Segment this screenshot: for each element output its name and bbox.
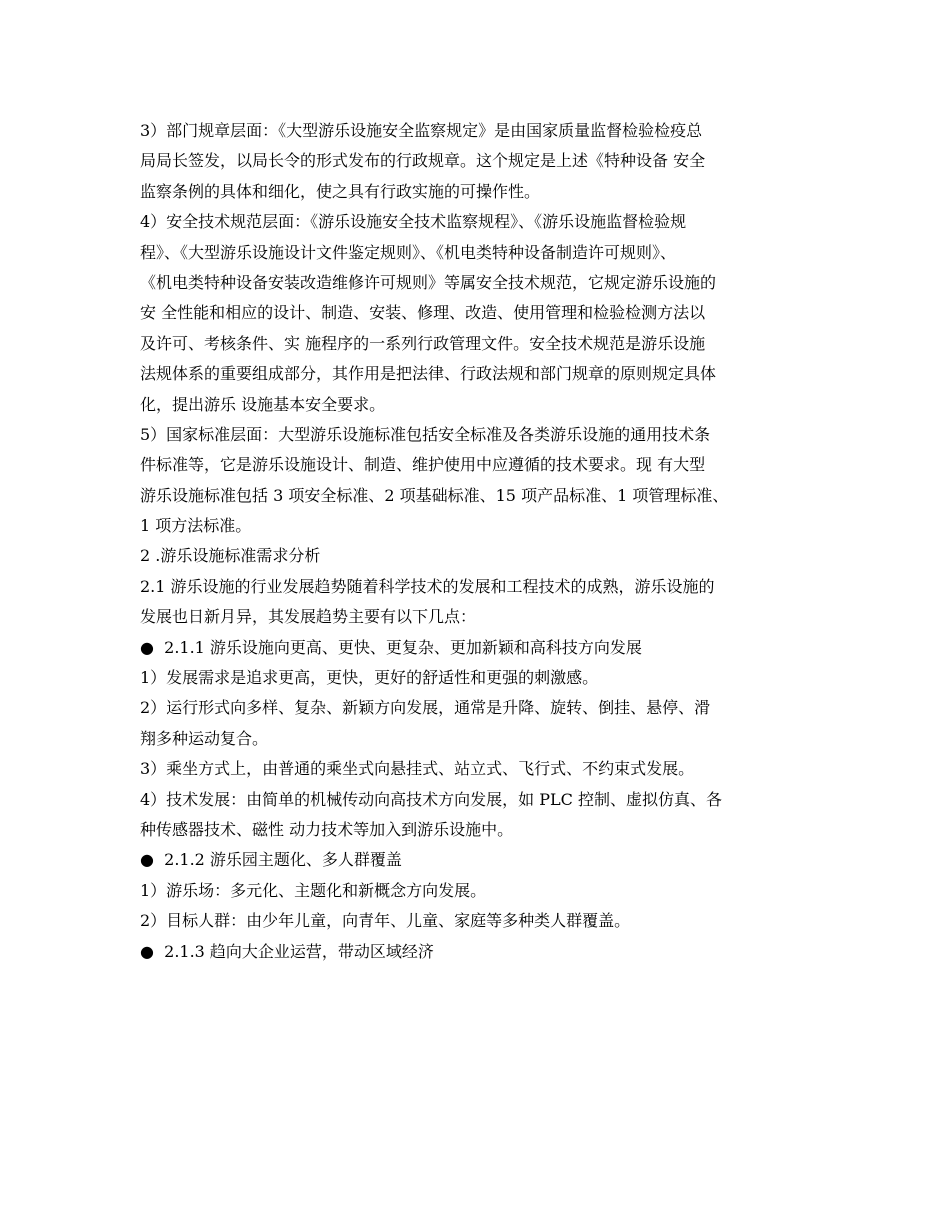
text-line: 件标准等，它是游乐设施设计、制造、维护使用中应遵循的技术要求。现 有大型 [140, 455, 706, 475]
text-line: 2）目标人群：由少年儿童，向青年、儿童、家庭等多种类人群覆盖。 [140, 911, 631, 931]
text-line: 局局长签发，以局长令的形式发布的行政规章。这个规定是上述《特种设备 安全 [140, 151, 706, 171]
text-line: 5）国家标准层面：大型游乐设施标准包括安全标准及各类游乐设施的通用技术条 [140, 424, 711, 444]
text-line: 4）安全技术规范层面：《游乐设施安全技术监察规程》、《游乐设施监督检验规 [140, 212, 687, 232]
text-line: 法规体系的重要组成部分，其作用是把法律、行政法规和部门规章的原则规定具体 [140, 364, 717, 384]
text-line: 安 全性能和相应的设计、制造、安装、修理、改造、使用管理和检验检测方法以 [140, 303, 706, 323]
text-line: 发展也日新月异，其发展趋势主要有以下几点： [140, 607, 477, 627]
text-line: 2）运行形式向多样、复杂、新颖方向发展，通常是升降、旋转、倒挂、悬停、滑 [140, 698, 711, 718]
bullet-heading: ● 2.1.1 游乐设施向更高、更快、更复杂、更加新颖和高科技方向发展 [140, 637, 642, 657]
text-line: 3）部门规章层面：《大型游乐设施安全监察规定》是由国家质量监督检验检疫总 [140, 121, 703, 140]
text-line: 程》、《大型游乐设施设计文件鉴定规则》、《机电类特种设备制造许可规则》、 [140, 242, 677, 262]
text-line: 1 项方法标准。 [140, 516, 252, 536]
text-line: 《机电类特种设备安装改造维修许可规则》等属安全技术规范，它规定游乐设施的 [140, 272, 717, 292]
text-line: 4）技术发展：由简单的机械传动向高技术方向发展，如 PLC 控制、虚拟仿真、各 [140, 789, 722, 809]
bullet-heading: ● 2.1.3 趋向大企业运营，带动区域经济 [140, 941, 434, 961]
text-line: 监察条例的具体和细化，使之具有行政实施的可操作性。 [140, 181, 541, 201]
text-line: 翔多种运动复合。 [140, 728, 269, 748]
section-heading: 2 .游乐设施标准需求分析 [140, 546, 321, 566]
text-line: 3）乘坐方式上，由普通的乘坐式向悬挂式、站立式、飞行式、不约束式发展。 [140, 759, 695, 779]
text-line: 及许可、考核条件、实 施程序的一系列行政管理文件。安全技术规范是游乐设施 [140, 333, 706, 353]
text-line: 1）游乐场：多元化、主题化和新概念方向发展。 [140, 880, 487, 900]
bullet-heading: ● 2.1.2 游乐园主题化、多人群覆盖 [140, 850, 402, 870]
document-body [140, 116, 830, 967]
text-line: 化，提出游乐 设施基本安全要求。 [140, 394, 386, 414]
text-line: 种传感器技术、磁性 动力技术等加入到游乐设施中。 [140, 819, 514, 839]
text-line: 游乐设施标准包括 3 项安全标准、2 项基础标准、15 项产品标准、1 项管理标准、 [140, 485, 729, 505]
text-line: 2.1 游乐设施的行业发展趋势随着科学技术的发展和工程技术的成熟，游乐设施的 [140, 576, 715, 596]
text-line: 1）发展需求是追求更高，更快，更好的舒适性和更强的刺激感。 [140, 668, 599, 688]
